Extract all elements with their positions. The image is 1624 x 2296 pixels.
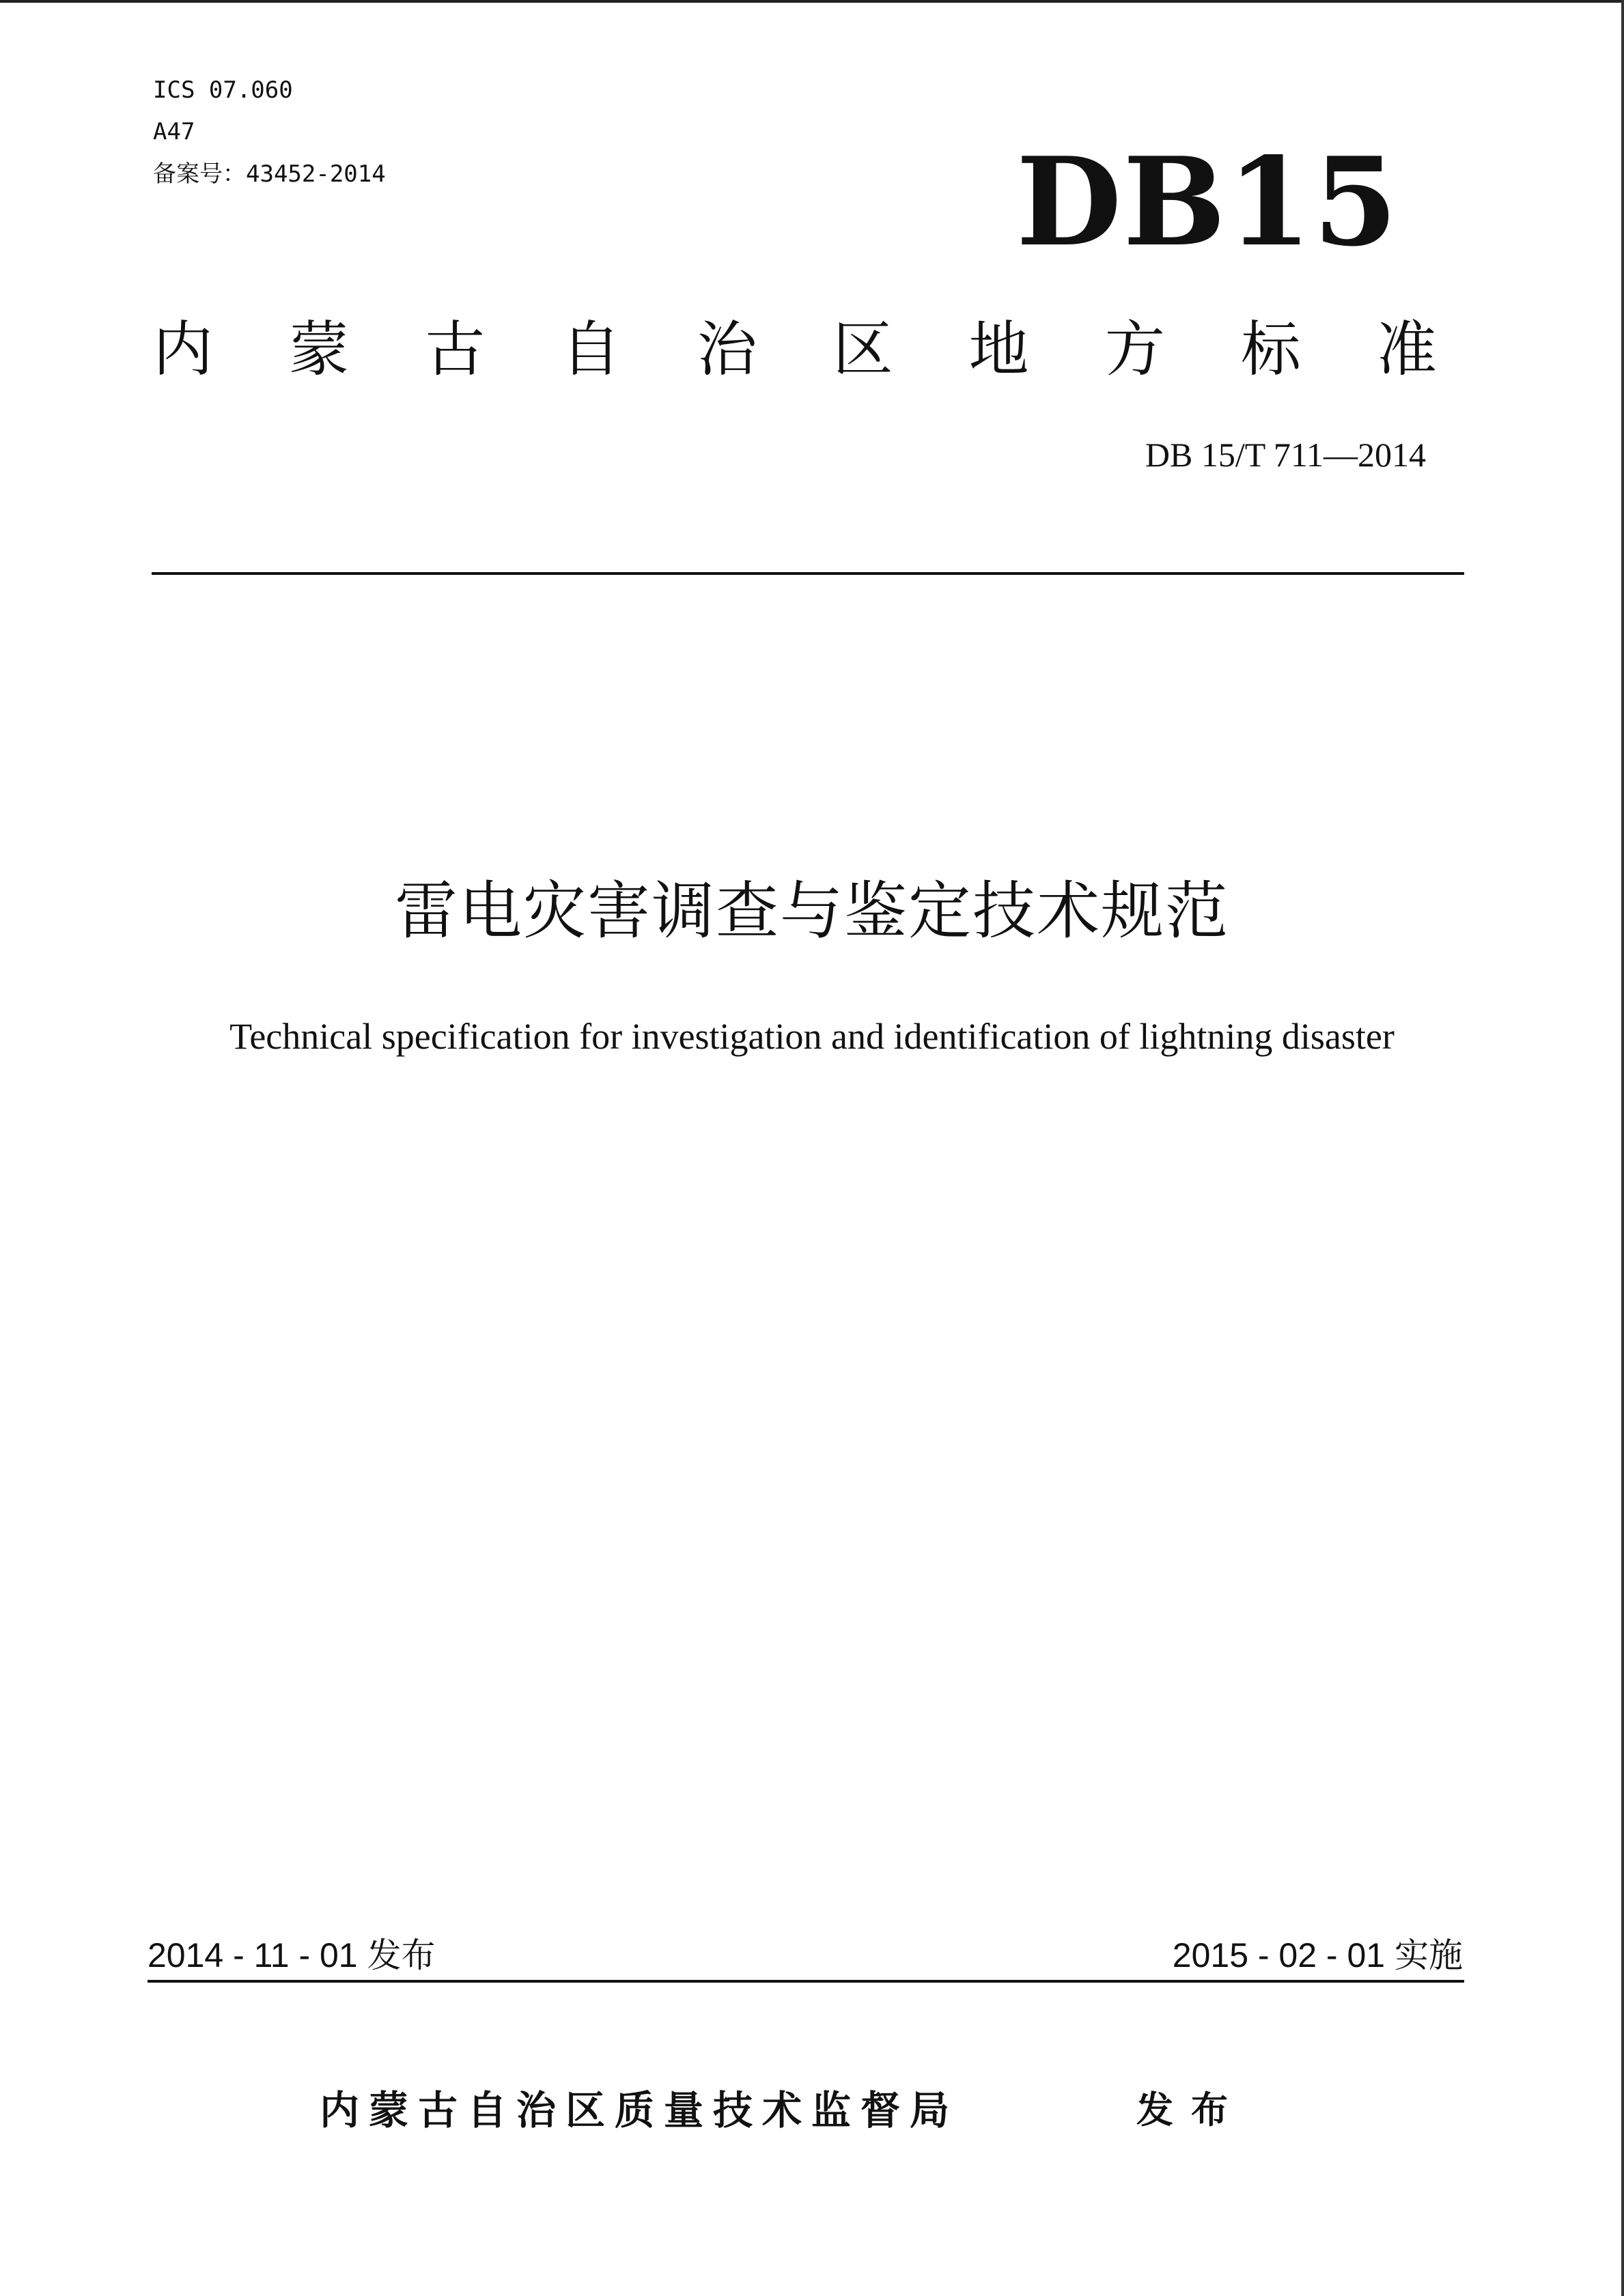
ics-code: ICS 07.060 [153, 76, 293, 104]
scan-edge-top [0, 0, 1624, 3]
scan-edge-right [1621, 0, 1624, 2296]
standard-type [153, 315, 1437, 384]
title-english: Technical specification for investigation and identification of lightning disaster [229, 1016, 1395, 1057]
header-divider [152, 572, 1464, 575]
standard-type-char: 地 [968, 314, 1029, 384]
footer-divider [148, 1980, 1464, 1983]
record-number: 备案号：43452-2014 [153, 160, 386, 188]
standard-type-char: 古 [425, 314, 486, 384]
standard-type-char: 治 [697, 314, 757, 384]
implementation-date: 2015 - 02 - 01 实施 [1172, 1936, 1463, 1974]
standard-type-char: 内 [153, 314, 214, 384]
issuing-authority: 内蒙古自治区质量技术监督局 [320, 2087, 960, 2134]
standard-type-char: 准 [1376, 314, 1437, 384]
standard-type-char: 方 [1104, 314, 1165, 384]
standard-type-char: 自 [561, 314, 621, 384]
standard-type-char: 标 [1240, 314, 1301, 384]
standard-number: DB 15/T 711—2014 [1145, 436, 1426, 474]
issue-action: 发布 [1136, 2088, 1246, 2131]
standard-type-char: 蒙 [289, 314, 350, 384]
title-chinese: 雷电灾害调查与鉴定技术规范 [394, 875, 1229, 948]
standard-type-char: 区 [832, 314, 893, 384]
issue-date: 2014 - 11 - 01 发布 [148, 1936, 436, 1974]
ccs-code: A47 [153, 118, 195, 145]
db-code: DB15 [1016, 130, 1399, 273]
